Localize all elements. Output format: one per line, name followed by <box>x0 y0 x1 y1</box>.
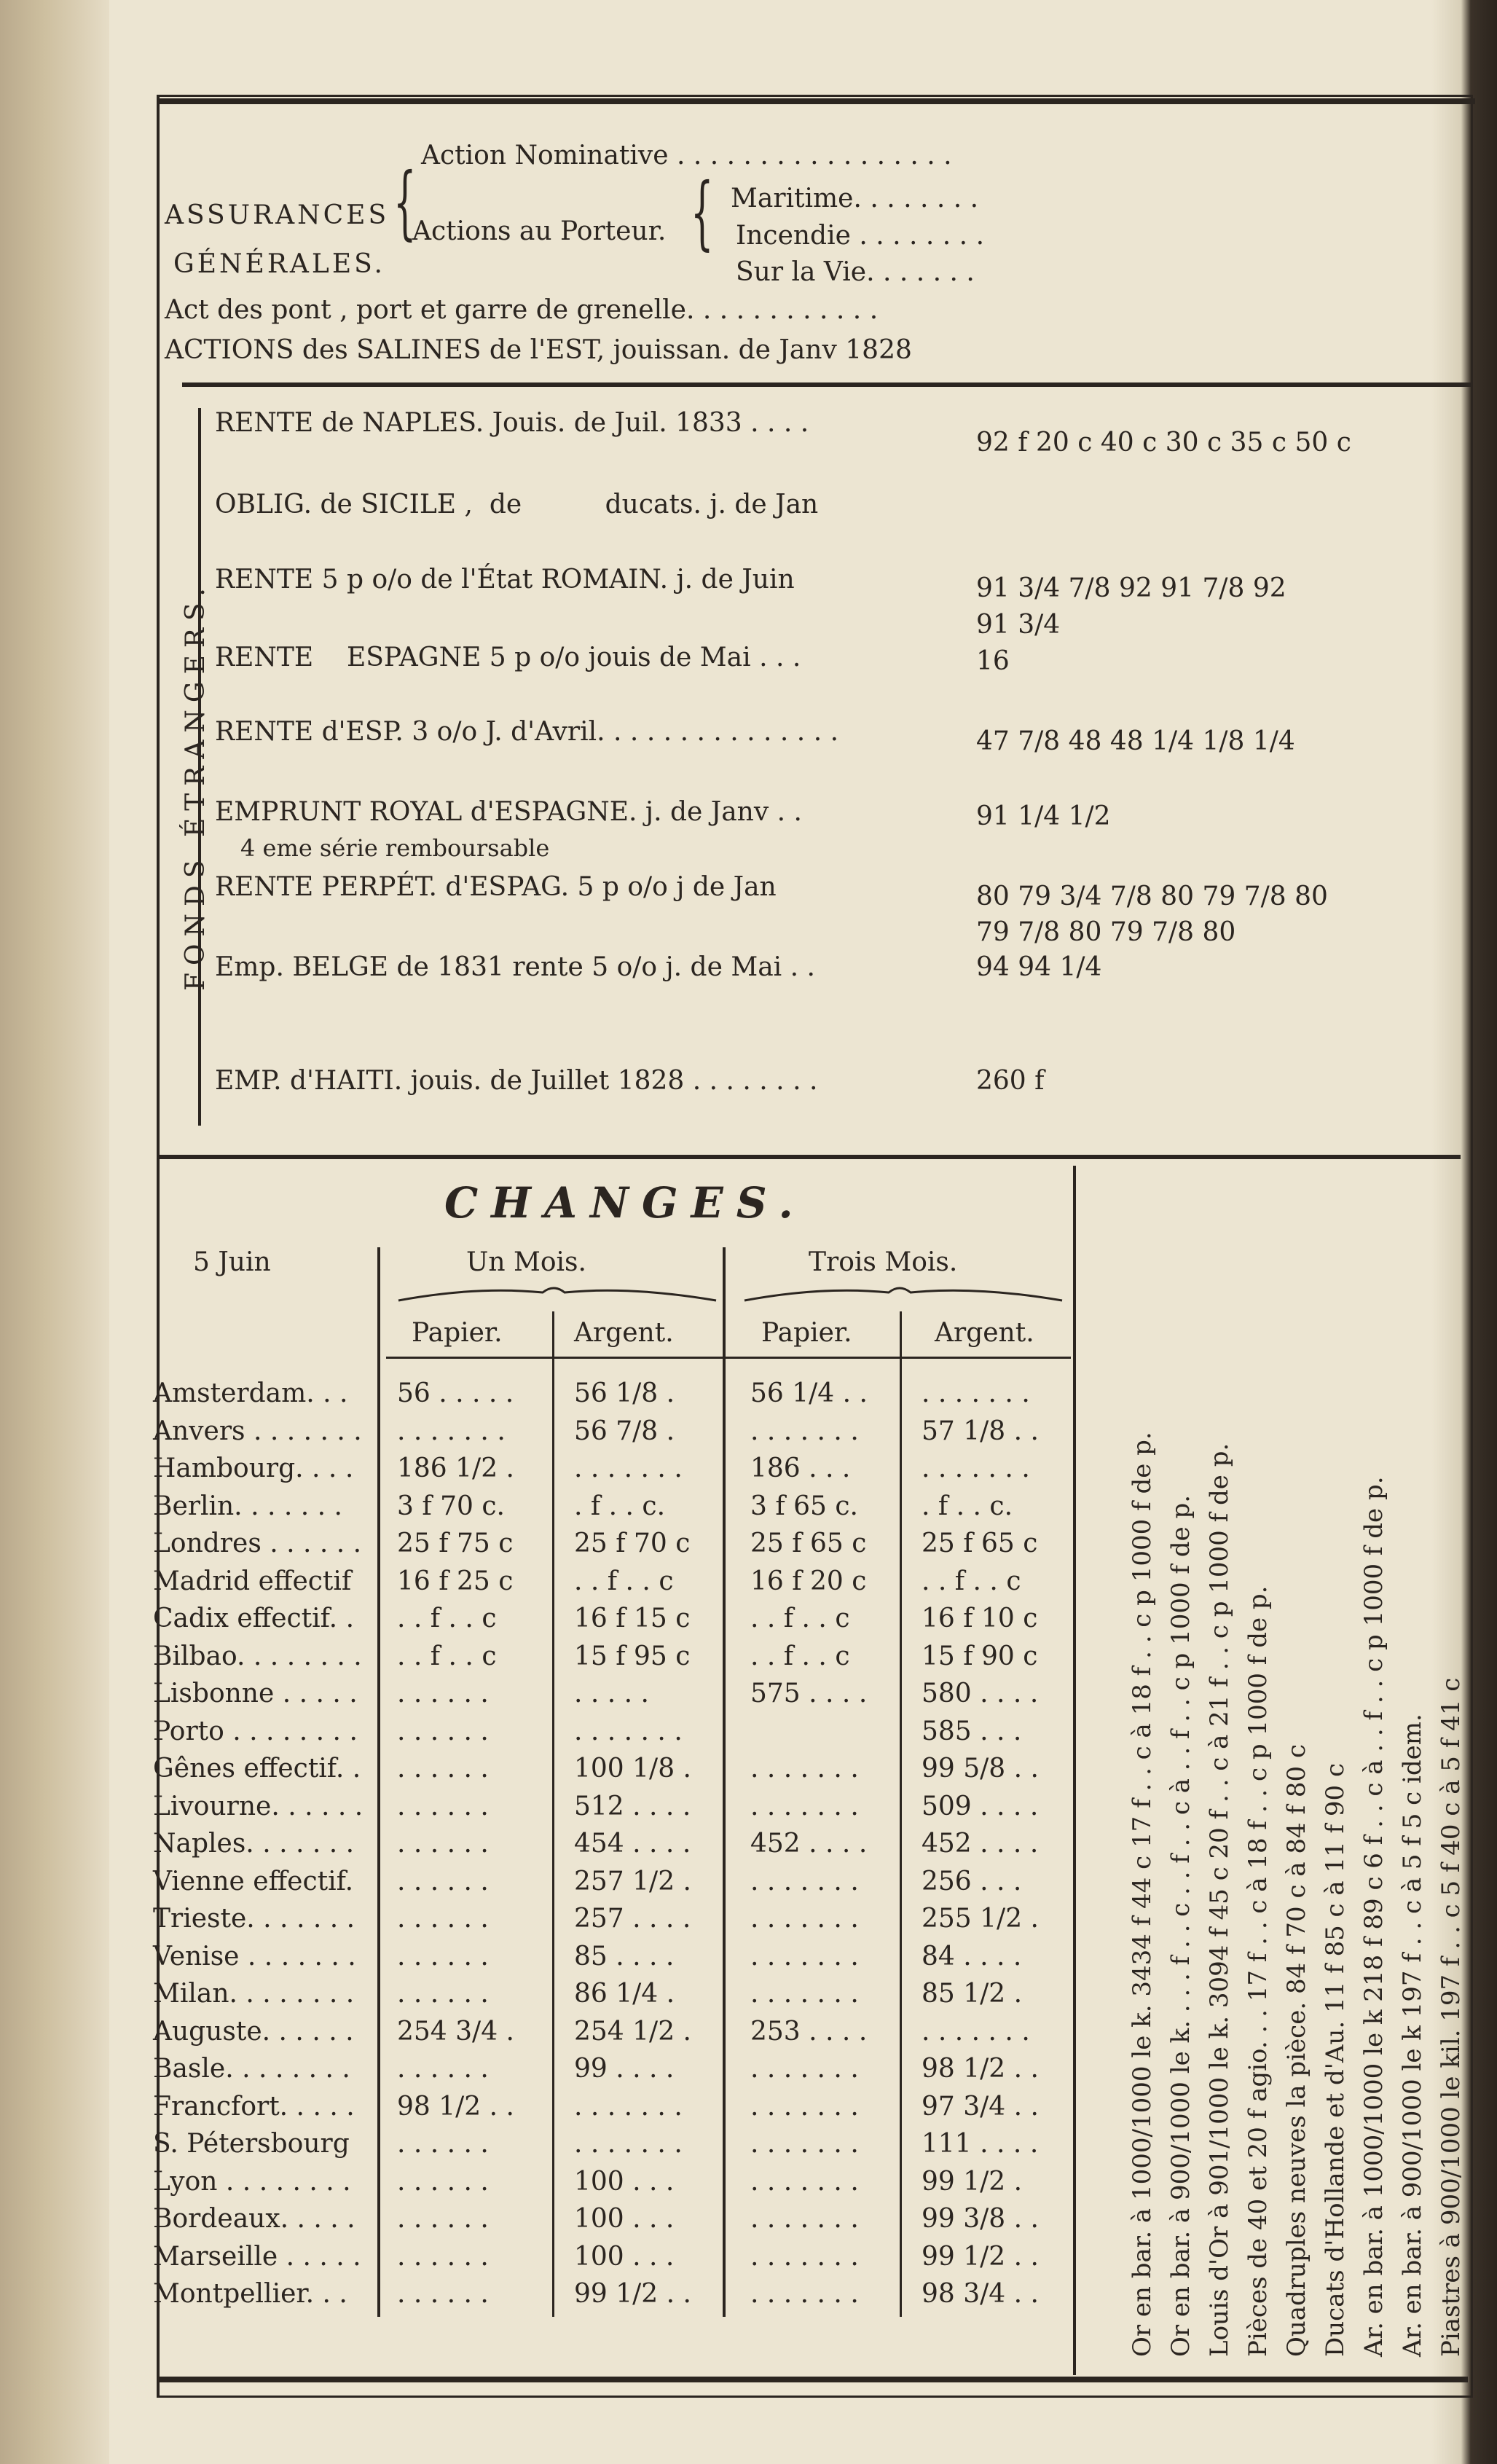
trois-mois-papier: . . . . . . . <box>750 1416 859 1446</box>
city-name: Bilbao. . . . . . . . <box>153 1641 362 1671</box>
un-mois-argent: 16 f 15 c <box>574 1604 691 1633</box>
rule-after-assurances <box>182 382 1472 387</box>
metal-note: Or en bar. à 1000/1000 le k. 3434 f 44 c 17 f . . c à 18 f . . c p 1000 f de p. <box>1128 1432 1157 2357</box>
un-mois-argent: 454 . . . . <box>574 1829 691 1859</box>
un-mois-argent: 25 f 70 c <box>574 1529 691 1558</box>
trois-mois-argent: 256 . . . <box>922 1867 1022 1896</box>
un-mois-papier: . . f . . c <box>397 1641 497 1671</box>
city-name: Marseille . . . . . <box>153 2242 361 2272</box>
trois-mois-papier: 25 f 65 c <box>750 1529 867 1558</box>
changes-date: 5 Juin <box>193 1247 271 1277</box>
trois-mois-papier: . . . . . . . <box>750 2092 859 2122</box>
trois-mois-argent: . . . . . . . <box>922 1453 1030 1483</box>
rente-perpet-label: RENTE PERPÉT. d'ESPAG. 5 p o/o j de Jan <box>215 872 777 902</box>
metal-note: Or en bar. à 900/1000 le k. . . . f . . c . . f . . c à . . f . . c p 1000 f de p. <box>1166 1494 1195 2357</box>
trois-mois-papier: . . f . . c <box>750 1604 850 1633</box>
un-mois-argent: . . . . . . . <box>574 2092 683 2122</box>
trois-mois-papier: 56 1/4 . . <box>750 1378 868 1408</box>
metal-note: Ducats d'Hollande et d'Au. 11 f 85 c à 11 f 90 c <box>1321 1762 1350 2357</box>
trois-mois-header: Trois Mois. <box>809 1247 958 1277</box>
un-mois-papier: . . . . . . <box>397 1716 489 1746</box>
trois-mois-argent: 98 3/4 . . <box>922 2279 1039 2309</box>
emp-haiti-value: 260 f <box>976 1066 1045 1096</box>
trois-mois-argent: . . . . . . . <box>922 2017 1030 2047</box>
un-mois-argent: 512 . . . . <box>574 1792 691 1821</box>
rule-top <box>157 98 1475 104</box>
trois-mois-flourish <box>743 1282 1064 1304</box>
header-rule <box>386 1357 1071 1359</box>
city-name: Francfort. . . . . <box>153 2092 355 2122</box>
act-des-pont: Act des pont , port et garre de grenelle. . . . . . . . . . . . <box>165 295 879 325</box>
city-name: Cadix effectif. . <box>153 1604 355 1633</box>
brace-porteur: { <box>691 165 714 259</box>
trois-mois-argent: 98 1/2 . . <box>922 2054 1039 2084</box>
trois-mois-papier: . . . . . . . <box>750 2279 859 2309</box>
col-rule-city <box>377 1247 380 2317</box>
un-mois-argent: 99 . . . . <box>574 2054 675 2084</box>
city-name: S. Pétersbourg <box>153 2129 350 2159</box>
un-mois-papier: 3 f 70 c. <box>397 1491 505 1521</box>
city-name: Auguste. . . . . . <box>153 2017 354 2047</box>
un-mois-papier: 56 . . . . . <box>397 1378 514 1408</box>
city-name: Bordeaux. . . . . <box>153 2204 355 2234</box>
trois-mois-argent: 580 . . . . <box>922 1679 1039 1708</box>
un-mois-papier: . . . . . . <box>397 1829 489 1859</box>
fonds-etrangers-label: FONDS ÉTRANGERS. <box>181 581 211 991</box>
un-mois-papier: . . f . . c <box>397 1604 497 1633</box>
city-name: Naples. . . . . . . <box>153 1829 355 1859</box>
trois-mois-papier: . . . . . . . <box>750 2054 859 2084</box>
trois-mois-papier: . . . . . . . <box>750 2204 859 2234</box>
metal-note: Pièces de 40 et 20 f agio. . . 17 f . . c à 18 f . . c p 1000 f de p. <box>1243 1585 1273 2357</box>
trois-mois-papier: 575 . . . . <box>750 1679 868 1708</box>
metal-note: Quadruples neuves la pièce. 84 f 70 c à 84 f 80 c <box>1282 1743 1311 2357</box>
emp-belge-value: 94 94 1/4 <box>976 952 1102 982</box>
rente-romain-value: 91 3/4 7/8 92 91 7/8 92 <box>976 573 1286 603</box>
un-mois-papier: . . . . . . <box>397 2204 489 2234</box>
assurances-label-2: GÉNÉRALES. <box>173 249 385 279</box>
rente-naples-value: 92 f 20 c 40 c 30 c 35 c 50 c <box>976 428 1351 458</box>
emprunt-royal-sub: 4 eme série remboursable <box>240 834 550 862</box>
un-mois-argent: . . . . . <box>574 1679 649 1708</box>
action-nominative: Action Nominative . . . . . . . . . . . . . . . . . <box>421 141 952 170</box>
trois-mois-papier-header: Papier. <box>761 1318 852 1348</box>
rente-esp-3-label: RENTE d'ESP. 3 o/o J. d'Avril. . . . . . . . . . . . . . . <box>215 717 839 747</box>
rule-bottom <box>157 2377 1468 2382</box>
trois-mois-argent: 255 1/2 . <box>922 1904 1039 1934</box>
emp-belge-label: Emp. BELGE de 1831 rente 5 o/o j. de Mai . . <box>215 952 815 982</box>
un-mois-argent: . . . . . . . <box>574 1453 683 1483</box>
un-mois-header: Un Mois. <box>466 1247 586 1277</box>
city-name: Vienne effectif. <box>153 1867 354 1896</box>
trois-mois-papier: . . . . . . . <box>750 1754 859 1784</box>
un-mois-argent: 100 . . . <box>574 2204 675 2234</box>
trois-mois-argent: 585 . . . <box>922 1716 1022 1746</box>
trois-mois-argent: 97 3/4 . . <box>922 2092 1039 2122</box>
col-rule-mid <box>723 1247 726 2317</box>
un-mois-papier: . . . . . . <box>397 2279 489 2309</box>
un-mois-papier-header: Papier. <box>412 1318 503 1348</box>
rente-esp-3-value: 47 7/8 48 48 1/4 1/8 1/4 <box>976 726 1295 756</box>
trois-mois-papier: 186 . . . <box>750 1453 851 1483</box>
un-mois-papier: 16 f 25 c <box>397 1566 514 1596</box>
col-rule-metals <box>1073 1166 1076 2375</box>
un-mois-argent: . f . . c. <box>574 1491 666 1521</box>
un-mois-papier: . . . . . . <box>397 2054 489 2084</box>
emprunt-royal-label: EMPRUNT ROYAL d'ESPAGNE. j. de Janv . . <box>215 797 802 827</box>
rule-after-fonds <box>157 1155 1461 1159</box>
sur-la-vie: Sur la Vie. . . . . . . <box>736 257 975 287</box>
un-mois-papier: . . . . . . <box>397 1942 489 1971</box>
trois-mois-papier: 253 . . . . <box>750 2017 868 2047</box>
city-name: Venise . . . . . . . <box>153 1942 356 1971</box>
un-mois-papier: . . . . . . <box>397 1679 489 1708</box>
city-name: Hambourg. . . . <box>153 1453 354 1483</box>
changes-title: CHANGES. <box>444 1178 806 1228</box>
un-mois-argent: 56 1/8 . <box>574 1378 675 1408</box>
un-mois-argent: 85 . . . . <box>574 1942 675 1971</box>
city-name: Amsterdam. . . <box>153 1378 348 1408</box>
city-name: Londres . . . . . . <box>153 1529 362 1558</box>
trois-mois-argent: 99 5/8 . . <box>922 1754 1039 1784</box>
trois-mois-papier: . . f . . c <box>750 1641 850 1671</box>
city-name: Montpellier. . . <box>153 2279 347 2309</box>
un-mois-papier: . . . . . . <box>397 1867 489 1896</box>
assurances-label-1: ASSURANCES <box>165 200 390 230</box>
un-mois-argent: 100 . . . <box>574 2242 675 2272</box>
un-mois-papier: . . . . . . <box>397 1754 489 1784</box>
trois-mois-papier: . . . . . . . <box>750 1904 859 1934</box>
incendie: Incendie . . . . . . . . <box>736 221 985 251</box>
un-mois-papier: 254 3/4 . <box>397 2017 514 2047</box>
trois-mois-papier: . . . . . . . <box>750 2129 859 2159</box>
trois-mois-papier: . . . . . . . <box>750 2167 859 2197</box>
actions-salines: ACTIONS des SALINES de l'EST, jouissan. de Janv 1828 <box>165 335 912 365</box>
city-name: Anvers . . . . . . . <box>153 1416 362 1446</box>
trois-mois-argent: 99 3/8 . . <box>922 2204 1039 2234</box>
un-mois-argent: 100 . . . <box>574 2167 675 2197</box>
emp-haiti-label: EMP. d'HAITI. jouis. de Juillet 1828 . . . . . . . . <box>215 1066 818 1096</box>
un-mois-argent: 99 1/2 . . <box>574 2279 691 2309</box>
un-mois-argent: 100 1/8 . <box>574 1754 691 1784</box>
un-mois-argent: 254 1/2 . <box>574 2017 691 2047</box>
trois-mois-argent: . . f . . c <box>922 1566 1021 1596</box>
city-name: Porto . . . . . . . . <box>153 1716 358 1746</box>
maritime: Maritime. . . . . . . . <box>731 184 979 213</box>
trois-mois-papier: . . . . . . . <box>750 2242 859 2272</box>
un-mois-argent: . . . . . . . <box>574 1716 683 1746</box>
un-mois-papier: . . . . . . <box>397 1979 489 2009</box>
trois-mois-argent: . . . . . . . <box>922 1378 1030 1408</box>
oblig-sicile-label: OBLIG. de SICILE , de ducats. j. de Jan <box>215 490 819 519</box>
un-mois-flourish <box>397 1282 718 1304</box>
book-binding-left <box>0 0 109 2464</box>
un-mois-argent: . . f . . c <box>574 1566 674 1596</box>
un-mois-argent-header: Argent. <box>574 1318 674 1348</box>
city-name: Berlin. . . . . . . <box>153 1491 342 1521</box>
brace-assurances: { <box>393 155 417 248</box>
rente-perpet-value-2: 79 7/8 80 79 7/8 80 <box>976 917 1236 947</box>
rente-espagne-value: 16 <box>976 646 1010 676</box>
city-name: Lyon . . . . . . . . <box>153 2167 351 2197</box>
trois-mois-argent: 85 1/2 . <box>922 1979 1023 2009</box>
trois-mois-argent: 15 f 90 c <box>922 1641 1038 1671</box>
trois-mois-argent: 99 1/2 . <box>922 2167 1023 2197</box>
rente-perpet-value: 80 79 3/4 7/8 80 79 7/8 80 <box>976 882 1328 911</box>
trois-mois-papier: . . . . . . . <box>750 1979 859 2009</box>
un-mois-papier: . . . . . . <box>397 1904 489 1934</box>
un-mois-papier: . . . . . . . <box>397 1416 506 1446</box>
city-name: Gênes effectif. . <box>153 1754 361 1784</box>
city-name: Madrid effectif <box>153 1566 352 1596</box>
trois-mois-argent: 84 . . . . <box>922 1942 1022 1971</box>
un-mois-argent: 56 7/8 . <box>574 1416 675 1446</box>
rente-naples-label: RENTE de NAPLES. Jouis. de Juil. 1833 . . . . <box>215 408 809 438</box>
rente-romain-label: RENTE 5 p o/o de l'État ROMAIN. j. de Juin <box>215 565 795 595</box>
actions-au-porteur: Actions au Porteur. <box>412 216 667 246</box>
col-rule-1 <box>552 1311 554 2317</box>
col-rule-3 <box>900 1311 902 2317</box>
trois-mois-papier: 16 f 20 c <box>750 1566 867 1596</box>
un-mois-papier: 186 1/2 . <box>397 1453 514 1483</box>
trois-mois-argent: 509 . . . . <box>922 1792 1039 1821</box>
un-mois-argent: 15 f 95 c <box>574 1641 691 1671</box>
rente-espagne-label: RENTE ESPAGNE 5 p o/o jouis de Mai . . . <box>215 643 801 672</box>
trois-mois-papier: . . . . . . . <box>750 1792 859 1821</box>
metal-note: Louis d'Or à 901/1000 le k. 3094 f 45 c 20 f . . c à 21 f . . c p 1000 f de p. <box>1205 1443 1234 2357</box>
city-name: Lisbonne . . . . . <box>153 1679 358 1708</box>
trois-mois-papier: . . . . . . . <box>750 1867 859 1896</box>
trois-mois-argent: 452 . . . . <box>922 1829 1039 1859</box>
trois-mois-argent: 16 f 10 c <box>922 1604 1038 1633</box>
city-name: Livourne. . . . . . <box>153 1792 364 1821</box>
metal-note: Piastres à 900/1000 le kil. 197 f . . c 5 f 40 c à 5 f 41 c <box>1437 1677 1466 2357</box>
trois-mois-argent: . f . . c. <box>922 1491 1013 1521</box>
metal-note: Ar. en bar. à 1000/1000 le k 218 f 89 c 6 f . . c à . . f . . c p 1000 f de p. <box>1359 1476 1388 2357</box>
un-mois-argent: 257 1/2 . <box>574 1867 691 1896</box>
trois-mois-argent: 57 1/8 . . <box>922 1416 1039 1446</box>
trois-mois-argent: 99 1/2 . . <box>922 2242 1039 2272</box>
un-mois-argent: 86 1/4 . <box>574 1979 675 2009</box>
metal-note: Ar. en bar. à 900/1000 le k 197 f . . c à 5 f 5 c idem. <box>1398 1714 1427 2357</box>
un-mois-argent: 257 . . . . <box>574 1904 691 1934</box>
un-mois-papier: . . . . . . <box>397 2167 489 2197</box>
trois-mois-argent: 111 . . . . <box>922 2129 1039 2159</box>
emprunt-royal-value: 91 1/4 1/2 <box>976 801 1111 831</box>
city-name: Trieste. . . . . . . <box>153 1904 355 1934</box>
un-mois-papier: . . . . . . <box>397 2129 489 2159</box>
trois-mois-argent-header: Argent. <box>935 1318 1034 1348</box>
trois-mois-papier: . . . . . . . <box>750 1942 859 1971</box>
un-mois-papier: . . . . . . <box>397 2242 489 2272</box>
city-name: Milan. . . . . . . . <box>153 1979 355 2009</box>
trois-mois-argent: 25 f 65 c <box>922 1529 1038 1558</box>
trois-mois-papier: 452 . . . . <box>750 1829 868 1859</box>
city-name: Basle. . . . . . . . <box>153 2054 350 2084</box>
trois-mois-papier: 3 f 65 c. <box>750 1491 858 1521</box>
rente-romain-value-2: 91 3/4 <box>976 610 1061 640</box>
un-mois-papier: 98 1/2 . . <box>397 2092 514 2122</box>
un-mois-papier: . . . . . . <box>397 1792 489 1821</box>
un-mois-papier: 25 f 75 c <box>397 1529 514 1558</box>
un-mois-argent: . . . . . . . <box>574 2129 683 2159</box>
